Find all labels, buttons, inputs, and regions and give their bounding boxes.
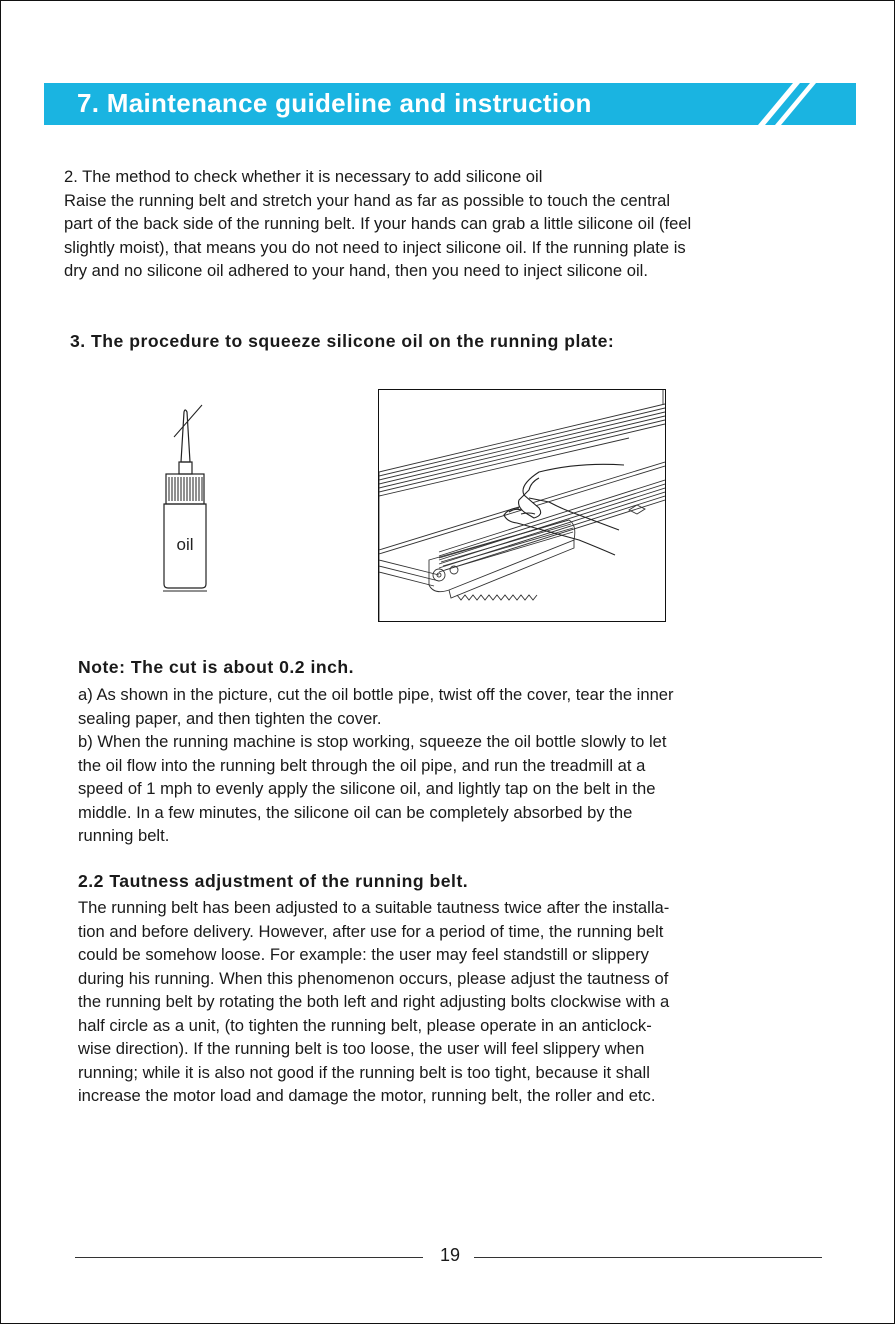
note-heading: Note: The cut is about 0.2 inch. xyxy=(78,657,355,677)
tautness-line: could be somehow loose. For example: the user may feel standstill or slippery xyxy=(78,945,649,964)
tautness-line: running; while it is also not good if the running belt is too tight, because it shall xyxy=(78,1062,650,1082)
page-number: 19 xyxy=(439,1245,461,1265)
note-line: sealing paper, and then tighten the cover. xyxy=(78,708,382,728)
tautness-heading: 2.2 Tautness adjustment of the running belt. xyxy=(78,871,469,891)
tautness-line: half circle as a unit, (to tighten the running belt, please operate in an anticlock- xyxy=(78,1015,652,1035)
section-3-heading: 3. The procedure to squeeze silicone oil on the running plate: xyxy=(70,331,615,351)
tautness-line: tion and before delivery. However, after use for a period of time, the running belt xyxy=(78,921,664,941)
note-text xyxy=(78,683,674,848)
tautness-text xyxy=(78,896,669,1108)
section-2-line: dry and no silicone oil adhered to your hand, then you need to inject silicone oil. xyxy=(64,261,648,280)
banner-x-decoration xyxy=(686,83,856,125)
note-line: speed of 1 mph to evenly apply the silicone oil, and lightly tap on the belt in the xyxy=(78,779,656,798)
note-line: the oil flow into the running belt through the oil pipe, and run the treadmill at a xyxy=(78,755,646,775)
tautness-line: The running belt has been adjusted to a suitable tautness twice after the installa- xyxy=(78,898,670,917)
section-2-line: slightly moist), that means you do not need to inject silicone oil. If the running plate is xyxy=(64,237,686,257)
note-line: a) As shown in the picture, cut the oil bottle pipe, twist off the cover, tear the inner xyxy=(78,685,674,704)
tautness-line: wise direction). If the running belt is too loose, the user will feel slippery when xyxy=(78,1039,645,1058)
footer-rule-right xyxy=(474,1257,822,1258)
footer-rule-left xyxy=(75,1257,423,1258)
section-banner xyxy=(44,83,856,125)
section-2-text xyxy=(64,165,691,283)
oil-label: oil xyxy=(176,535,194,554)
note-line: middle. In a few minutes, the silicone oil can be completely absorbed by the xyxy=(78,802,633,822)
note-line: b) When the running machine is stop working, squeeze the oil bottle slowly to let xyxy=(78,732,667,751)
section-2-line: part of the back side of the running belt. If your hands can grab a little silicone oil (feel xyxy=(64,214,692,233)
treadmill-illustration xyxy=(378,389,666,622)
tautness-line: the running belt by rotating the both left and right adjusting bolts clockwise with a xyxy=(78,992,670,1011)
note-line: running belt. xyxy=(78,826,170,845)
page-title: 7. Maintenance guideline and instruction xyxy=(77,88,592,118)
section-2-line: Raise the running belt and stretch your hand as far as possible to touch the central xyxy=(64,190,671,210)
oil-bottle-illustration xyxy=(150,400,220,595)
section-2-line: 2. The method to check whether it is necessary to add silicone oil xyxy=(64,167,543,186)
tautness-line: during his running. When this phenomenon occurs, please adjust the tautness of xyxy=(78,968,669,988)
treadmill-drawing xyxy=(379,390,665,621)
tautness-line: increase the motor load and damage the motor, running belt, the roller and etc. xyxy=(78,1086,656,1105)
